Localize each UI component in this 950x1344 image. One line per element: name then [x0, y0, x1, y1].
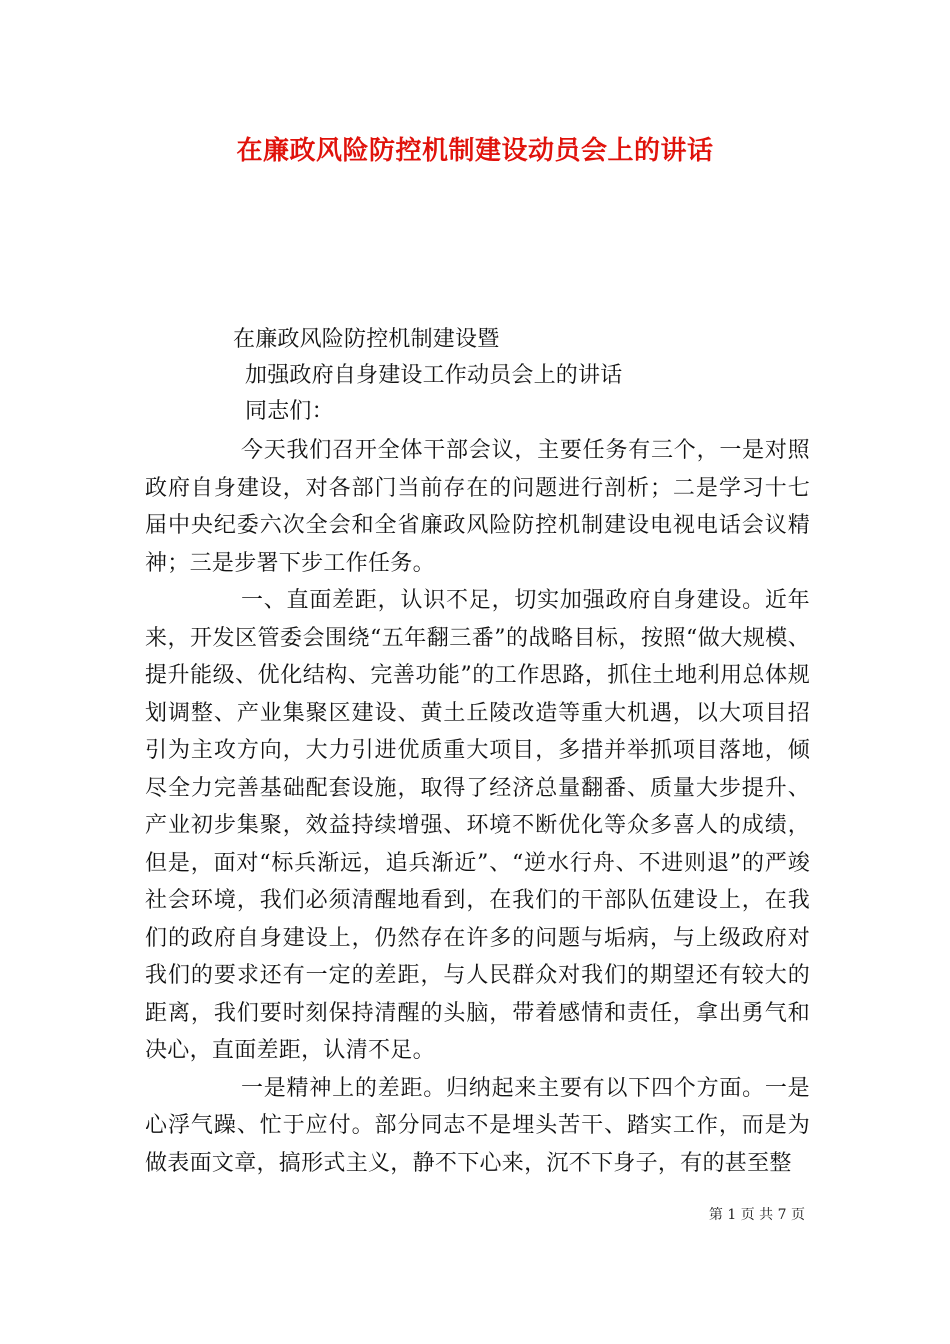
document-title: 在廉政风险防控机制建设动员会上的讲话 — [236, 136, 714, 166]
salutation: 同志们： — [245, 399, 334, 424]
paragraph: 一、直面差距，认识不足，切实加强政府自身建设。近年来，开发区管委会围绕“五年翻三番”的战略目标，按照“做大规模、提升能级、优化结构、完善功能”的工作思路，抓住土地利用总体规划调整、产业集聚区建设、黄土丘陵改造等重大机遇，以大项目招引为主攻方向，大力引进优质重大项目，多措并举抓项目落地，倾尽全力完善基础配套设施，取得了经济总量翻番、质量大步提升、产业初步集聚，效益持续增强、环境不断优化等众多喜人的成绩，但是，面对“标兵渐远，追兵渐近”、“逆水行舟、不进则退”的严竣社会环境，我们必须清醒地看到，在我们的干部队伍建设上，在我们的政府自身建设上，仍然存在许多的问题与垢病，与上级政府对我们的要求还有一定的差距，与人民群众对我们的期望还有较大的距离，我们要时刻保持清醒的头脑，带着感情和责任，拿出勇气和决心，直面差距，认清不足。 — [145, 588, 810, 1063]
subtitle-line-1: 在廉政风险防控机制建设暨 — [233, 327, 500, 352]
document-body — [145, 432, 810, 1182]
page-number: 第 1 页 共 7 页 — [708, 1207, 805, 1223]
paragraph: 今天我们召开全体干部会议，主要任务有三个，一是对照政府自身建设，对各部门当前存在的问题进行剖析；二是学习十七届中央纪委六次全会和全省廉政风险防控机制建设电视电话会议精神；三是步署下步工作任务。 — [145, 438, 810, 576]
paragraph: 一是精神上的差距。归纳起来主要有以下四个方面。一是心浮气躁、忙于应付。部分同志不是埋头苦干、踏实工作，而是为做表面文章，搞形式主义，静不下心来，沉不下身子，有的甚至整 — [145, 1075, 810, 1176]
subtitle-line-2: 加强政府自身建设工作动员会上的讲话 — [245, 363, 623, 388]
